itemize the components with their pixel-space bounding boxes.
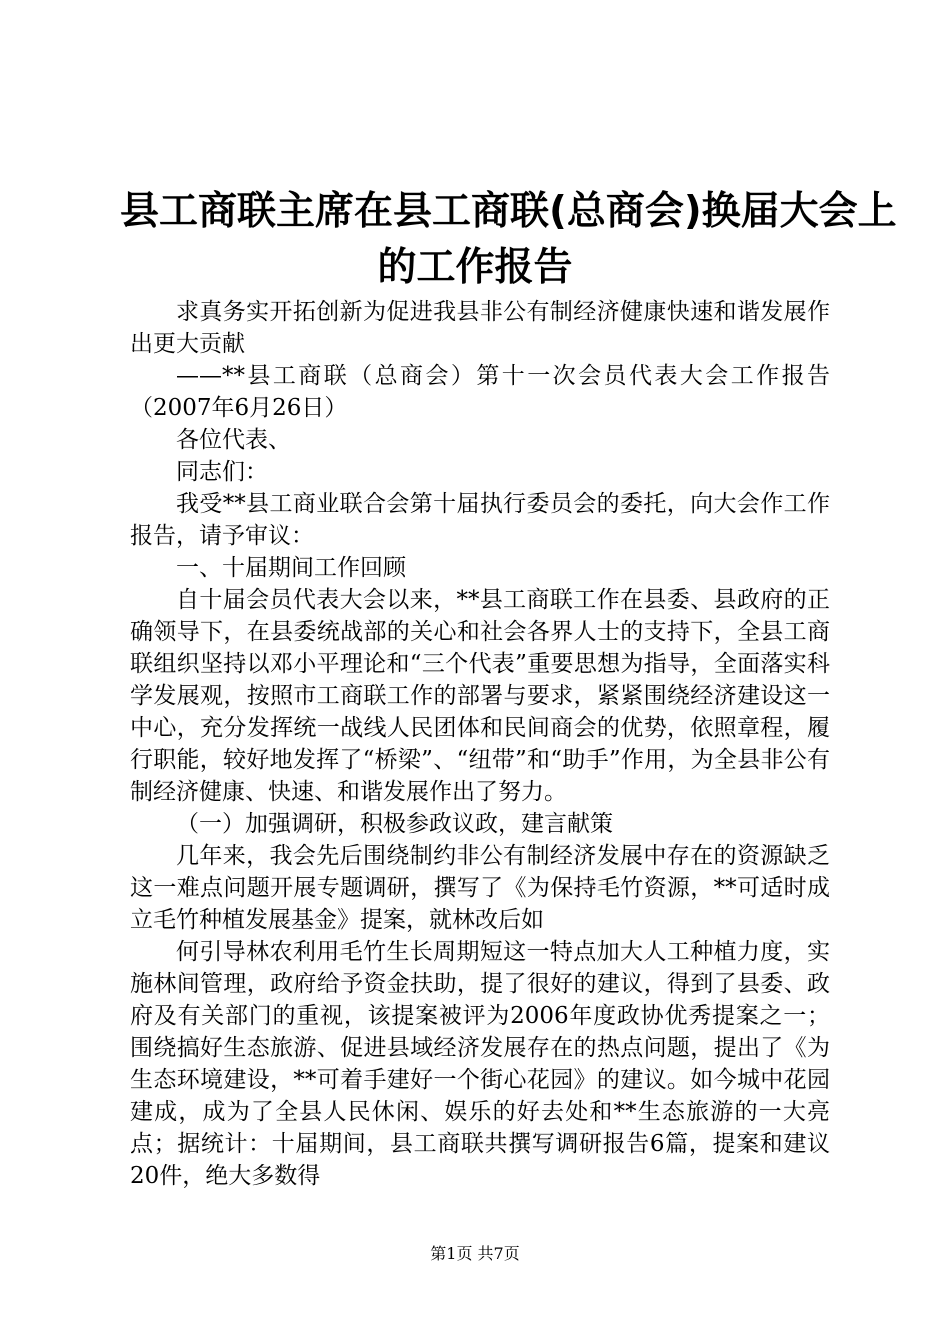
salutation-comrades: 同志们： xyxy=(176,459,268,485)
proposal-paragraph: 何引导林农利用毛竹生长周期短这一特点加大人工种植力度，实施林间管理，政府给予资金扶助，提了很好的建议，得到了县委、政府及有关部门的重视，该提案被评为2006年度政协优秀提案之一；围绕搞好生态旅游、促进县域经济发展存在的热点问题，提出了《为生态环境建设，**可着手建好一个街心花园》的建议。如今城中花园建成，成为了全县人民休闲、娱乐的好去处和**生态旅游的一大亮点；据统计：十届期间，县工商联共撰写调研报告6篇，提案和建议20件，绝大多数得 xyxy=(130,939,830,1189)
subsection-heading-1: （一）加强调研，积极参政议政，建言献策 xyxy=(176,811,613,837)
page-number-footer: 第1页 共7页 xyxy=(430,1244,520,1263)
section-heading-1: 一、十届期间工作回顾 xyxy=(176,555,406,581)
review-paragraph: 自十届会员代表大会以来，**县工商联工作在县委、县政府的正确领导下，在县委统战部的关心和社会各界人士的支持下，全县工商联组织坚持以邓小平理论和“三个代表”重要思想为指导，全面落实科学发展观，按照市工商联工作的部署与要求，紧紧围绕经济建设这一中心，充分发挥统一战线人民团体和民间商会的优势，依照章程，履行职能，较好地发挥了“桥梁”、“纽带”和“助手”作用，为全县非公有制经济健康、快速、和谐发展作出了努力。 xyxy=(130,587,830,805)
salutation-delegates: 各位代表、 xyxy=(176,427,291,453)
document-body xyxy=(130,296,830,1192)
report-info-paragraph: ——**县工商联（总商会）第十一次会员代表大会工作报告（2007年6月26日） xyxy=(130,363,830,421)
research-paragraph: 几年来，我会先后围绕制约非公有制经济发展中存在的资源缺乏这一难点问题开展专题调研，撰写了《为保持毛竹资源，**可适时成立毛竹种植发展基金》提案，就林改后如 xyxy=(130,843,830,933)
title-line-1: 县工商联主席在县工商联(总商会)换届大会上 xyxy=(120,189,897,234)
subtitle-paragraph: 求真务实开拓创新为促进我县非公有制经济健康快速和谐发展作出更大贡献 xyxy=(130,299,830,357)
intro-paragraph: 我受**县工商业联合会第十届执行委员会的委托，向大会作工作报告，请予审议： xyxy=(130,491,830,549)
document-title xyxy=(120,184,897,296)
title-line-2: 的工作报告 xyxy=(377,245,573,290)
